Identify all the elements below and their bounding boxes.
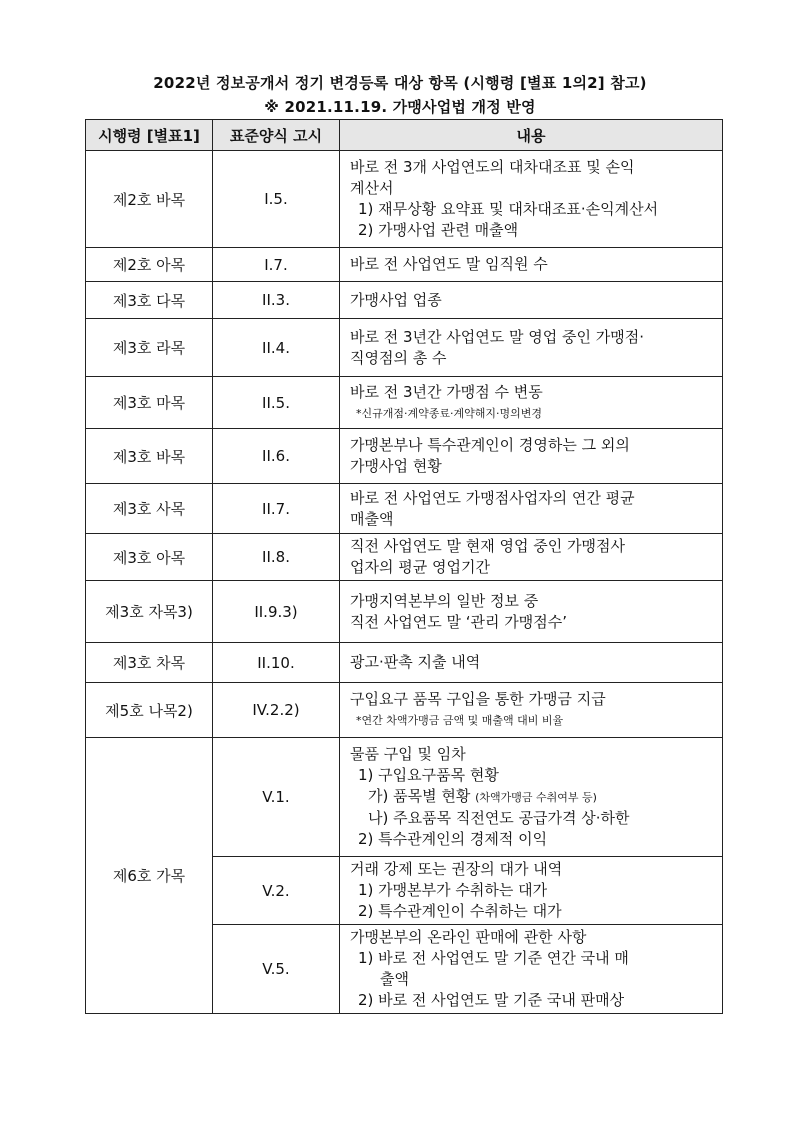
content-cell (340, 738, 723, 857)
subitem-remark: (차액가맹금 수취여부 등) (475, 791, 597, 804)
content-title: 바로 전 3년간 사업연도 말 영업 중인 가맹점· (350, 327, 645, 346)
table-row (86, 683, 723, 738)
law-cell: 제3호 자목3) (86, 581, 213, 643)
content-subitem (350, 786, 716, 808)
table-row (86, 282, 723, 319)
law-cell: 제3호 다목 (86, 282, 213, 319)
content-cell (340, 151, 723, 248)
table-row (86, 534, 723, 581)
content-cell (340, 248, 723, 282)
content-title: 바로 전 3개 사업연도의 대차대조표 및 손익 (350, 158, 635, 176)
law-cell: 제3호 바목 (86, 429, 213, 484)
content-title-cont: 직영점의 총 수 (350, 348, 447, 367)
content-subitem: 1) 바로 전 사업연도 말 기준 연간 국내 매 (358, 949, 629, 967)
law-cell: 제3호 차목 (86, 643, 213, 683)
content-title-cont: 매출액 (350, 509, 394, 528)
code-cell: V.5. (213, 925, 340, 1014)
content-cell (340, 581, 723, 643)
content-cell (340, 683, 723, 738)
table-row (86, 319, 723, 377)
code-cell: II.6. (213, 429, 340, 484)
content-title: 가맹지역본부의 일반 정보 중 (350, 591, 539, 610)
table-row (86, 429, 723, 484)
content-title: 직전 사업연도 말 현재 영업 중인 가맹점사 (350, 537, 625, 555)
items-table (85, 119, 723, 1014)
law-cell: 제2호 아목 (86, 248, 213, 282)
content-title-cont: 업자의 평균 영업기간 (350, 558, 490, 576)
code-cell: V.1. (213, 738, 340, 857)
code-cell: II.4. (213, 319, 340, 377)
content-subitem-cont: 출액 (380, 970, 409, 988)
code-cell: V.2. (213, 857, 340, 925)
law-cell: 제3호 아목 (86, 534, 213, 581)
table-row (86, 581, 723, 643)
code-cell: II.8. (213, 534, 340, 581)
law-cell: 제3호 마목 (86, 377, 213, 429)
content-cell (340, 643, 723, 683)
law-cell: 제6호 가목 (86, 738, 213, 1014)
law-cell: 제3호 사목 (86, 484, 213, 534)
content-title: 구입요구 품목 구입을 통한 가맹금 지급 (350, 690, 606, 708)
code-cell: II.10. (213, 643, 340, 683)
content-title: 바로 전 사업연도 가맹점사업자의 연간 평균 (350, 488, 635, 507)
content-cell (340, 534, 723, 581)
code-cell: I.5. (213, 151, 340, 248)
table-row (86, 738, 723, 857)
table-row (86, 248, 723, 282)
table-row (86, 643, 723, 683)
table-row (86, 484, 723, 534)
law-cell: 제2호 바목 (86, 151, 213, 248)
law-cell: 제3호 라목 (86, 319, 213, 377)
content-title: 바로 전 사업연도 말 임직원 수 (350, 255, 548, 273)
content-title-cont: 계산서 (350, 179, 394, 197)
content-cell (340, 282, 723, 319)
page-subtitle: ※ 2021.11.19. 가맹사업법 개정 반영 (264, 98, 536, 116)
content-subitem: 2) 바로 전 사업연도 말 기준 국내 판매상 (358, 991, 625, 1009)
content-title-cont: 직전 사업연도 말 ‘관리 가맹점수’ (350, 612, 567, 631)
header-law: 시행령 [별표1] (86, 120, 213, 151)
header-content: 내용 (340, 120, 723, 151)
code-cell: II.3. (213, 282, 340, 319)
table-row (86, 377, 723, 429)
content-title: 광고·판촉 지출 내역 (350, 653, 481, 671)
content-cell (340, 377, 723, 429)
code-cell: II.9.3) (213, 581, 340, 643)
content-subitem: 나) 주요품목 직전연도 공급가격 상·하한 (368, 809, 630, 827)
content-cell (340, 925, 723, 1014)
content-title: 거래 강제 또는 권장의 대가 내역 (350, 860, 563, 878)
table-header-row (86, 120, 723, 151)
code-cell: II.5. (213, 377, 340, 429)
page-title: 2022년 정보공개서 정기 변경등록 대상 항목 (시행령 [별표 1의2] 참고) (153, 74, 647, 92)
content-title: 가맹본부의 온라인 판매에 관한 사항 (350, 928, 587, 946)
header-code: 표준양식 고시 (213, 120, 340, 151)
content-cell (340, 429, 723, 484)
content-cell (340, 484, 723, 534)
content-subitem: 1) 가맹본부가 수취하는 대가 (358, 881, 548, 899)
content-subitem: 2) 가맹사업 관련 매출액 (358, 221, 519, 239)
content-cell (340, 319, 723, 377)
table-row (86, 151, 723, 248)
code-cell: IV.2.2) (213, 683, 340, 738)
content-title: 바로 전 3년간 가맹점 수 변동 (350, 382, 543, 401)
content-title-cont: 가맹사업 현황 (350, 457, 442, 475)
law-cell: 제5호 나목2) (86, 683, 213, 738)
content-title: 물품 구입 및 임차 (350, 745, 466, 763)
content-cell (340, 857, 723, 925)
content-title: 가맹본부나 특수관계인이 경영하는 그 외의 (350, 436, 630, 454)
content-subitem: 2) 특수관계인이 수취하는 대가 (358, 902, 562, 920)
content-subitem: 2) 특수관계인의 경제적 이익 (358, 830, 548, 848)
code-cell: II.7. (213, 484, 340, 534)
content-note: *연간 차액가맹금 금액 및 매출액 대비 비율 (356, 714, 564, 727)
content-subitem: 1) 구입요구품목 현황 (358, 766, 499, 784)
code-cell: I.7. (213, 248, 340, 282)
content-subitem: 1) 재무상황 요약표 및 대차대조표·손익계산서 (358, 200, 659, 218)
content-note: *신규개점·계약종료·계약해지·명의변경 (356, 406, 543, 420)
subitem-text: 가) 품목별 현황 (368, 787, 476, 805)
content-title: 가맹사업 업종 (350, 290, 442, 309)
